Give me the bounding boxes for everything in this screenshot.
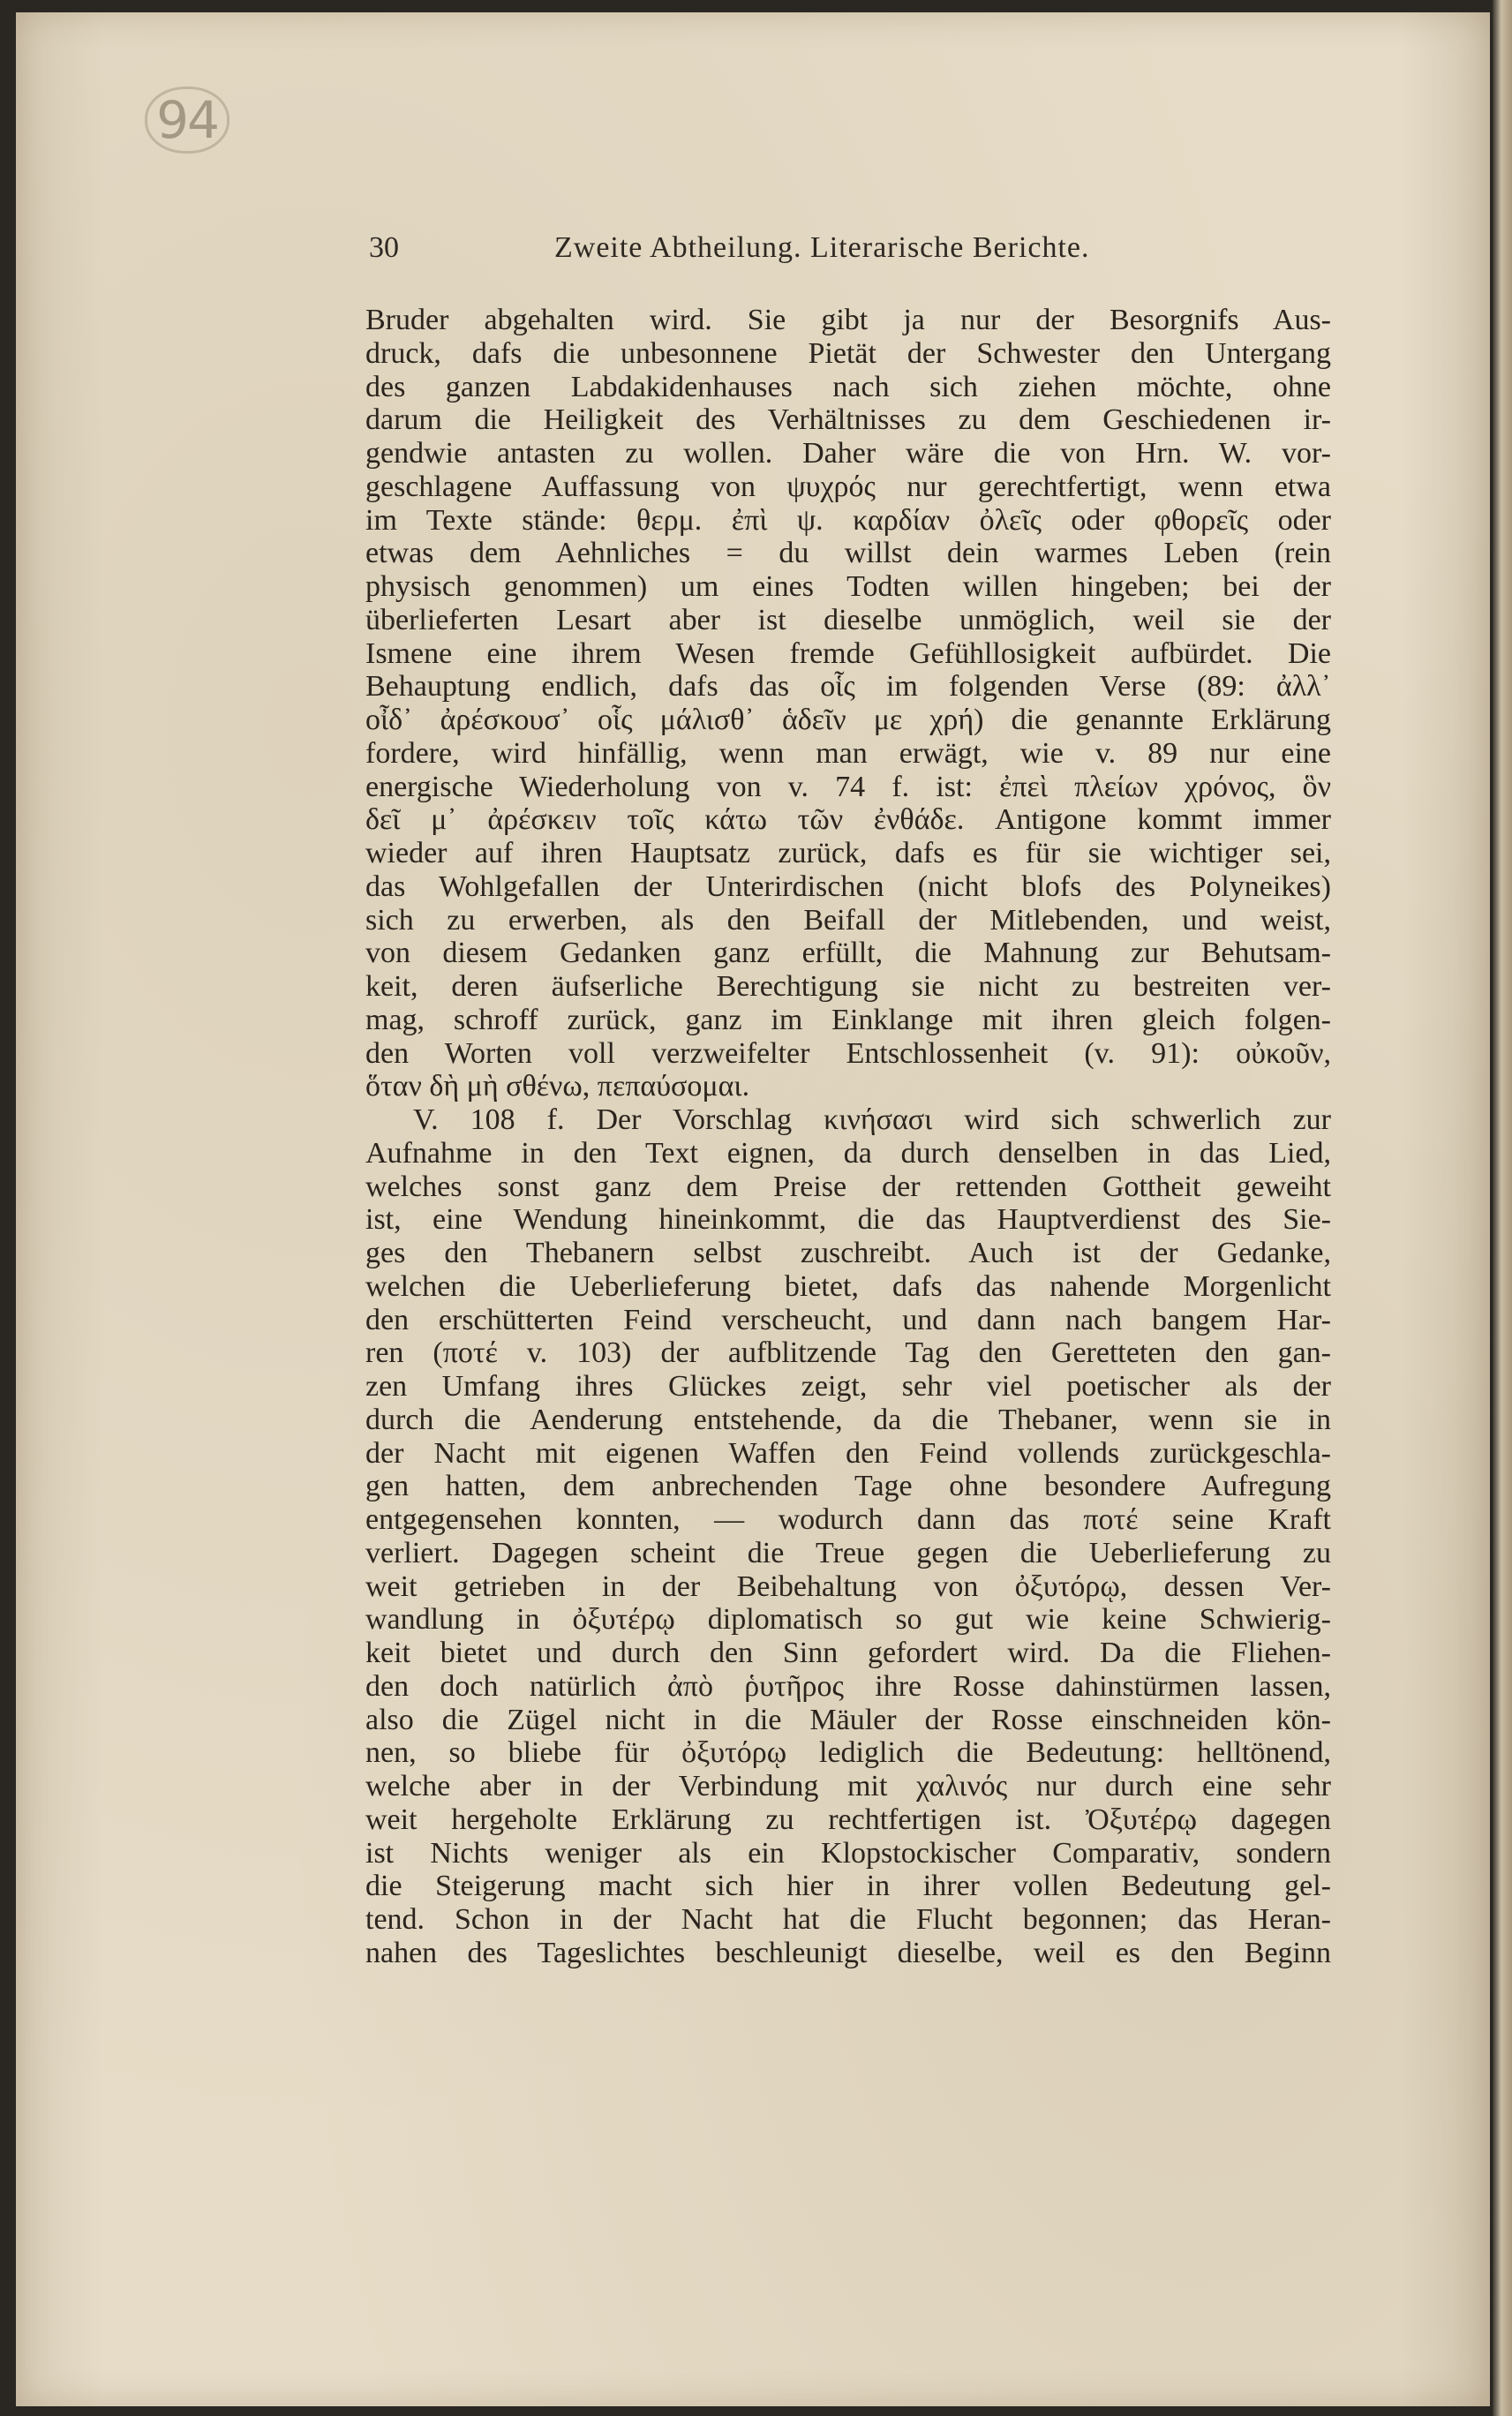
text-line: verliert. Dagegen scheint die Treue gegen die Ueberlieferung zu — [365, 1536, 1331, 1569]
text-line: gendwie antasten zu wollen. Daher wäre die von Hrn. W. vor- — [365, 437, 1331, 470]
text-line: physisch genommen) um eines Todten willen hingeben; bei der — [365, 570, 1331, 603]
text-line: nen, so bliebe für ὀξυτόρῳ lediglich die Bedeutung: helltönend, — [365, 1736, 1331, 1770]
text-line: keit bietet und durch den Sinn gefordert wird. Da die Fliehen- — [365, 1637, 1331, 1669]
text-line: gen hatten, dem anbrechenden Tage ohne besondere Aufregung — [365, 1470, 1331, 1503]
text-line: Aufnahme in den Text eignen, da durch denselben in das Lied, — [365, 1136, 1331, 1170]
text-line: weit getrieben in der Beibehaltung von ὀξυτόρῳ, dessen Ver- — [365, 1569, 1331, 1603]
text-line: ren (ποτέ v. 103) der aufblitzende Tag den Geretteten den gan- — [365, 1336, 1331, 1370]
text-line: also die Zügel nicht in die Mäuler der Rosse einschneiden kön- — [365, 1703, 1331, 1736]
text-line: Bruder abgehalten wird. Sie gibt ja nur der Besorgnifs Aus- — [365, 304, 1331, 336]
text-line: Behauptung endlich, dafs das οἷς im folgenden Verse (89: ἀλλ᾽ — [365, 670, 1331, 704]
text-line: druck, dafs die unbesonnene Pietät der Schwester den Untergang — [365, 336, 1331, 370]
text-line: im Texte stände: θερμ. ἐπὶ ψ. καρδίαν ὀλεῖς oder φθορεῖς oder — [365, 503, 1331, 537]
text-line: entgegensehen konnten, — wodurch dann das ποτέ seine Kraft — [365, 1503, 1331, 1536]
text-line: ist, eine Wendung hineinkommt, die das Hauptverdienst des Sie- — [365, 1203, 1331, 1237]
text-line: das Wohlgefallen der Unterirdischen (nicht blofs des Polyneikes) — [365, 869, 1331, 903]
text-line: δεῖ μ᾽ ἀρέσκειν τοῖς κάτω τῶν ἐνθάδε. Antigone kommt immer — [365, 803, 1331, 837]
text-line: keit, deren äufserliche Berechtigung sie nicht zu bestreiten ver- — [365, 970, 1331, 1003]
text-line: darum die Heiligkeit des Verhältnisses zu dem Geschiedenen ir- — [365, 403, 1331, 437]
text-line: den doch natürlich ἀπὸ ῥυτῆρος ihre Rosse dahinstürmen lassen, — [365, 1669, 1331, 1703]
text-line: οἶδ᾽ ἀρέσκουσ᾽ οἷς μάλισθ᾽ ἁδεῖν με χρή) die genannte Erklärung — [365, 704, 1331, 736]
text-line: überlieferten Lesart aber ist dieselbe unmöglich, weil sie der — [365, 603, 1331, 636]
body-text — [365, 304, 1331, 1970]
text-line: ges den Thebanern selbst zuschreibt. Auch ist der Gedanke, — [365, 1237, 1331, 1269]
text-line: von diesem Gedanken ganz erfüllt, die Mahnung zur Behutsam- — [365, 937, 1331, 970]
text-line: fordere, wird hinfällig, wenn man erwägt, wie v. 89 nur eine — [365, 736, 1331, 770]
text-line: energische Wiederholung von v. 74 f. ist: ἐπεὶ πλείων χρόνος, ὃν — [365, 770, 1331, 803]
book-page — [16, 12, 1490, 2406]
text-line: tend. Schon in der Nacht hat die Flucht begonnen; das Heran- — [365, 1903, 1331, 1936]
running-head-title: Zweite Abtheilung. Literarische Berichte. — [554, 231, 1090, 264]
text-line: mag, schroff zurück, ganz im Einklange mit ihren gleich folgen- — [365, 1003, 1331, 1036]
page-number: 30 — [369, 231, 399, 264]
text-line: den Worten voll verzweifelter Entschlossenheit (v. 91): οὐκοῦν, — [365, 1036, 1331, 1070]
text-line: welche aber in der Verbindung mit χαλινός nur durch eine sehr — [365, 1770, 1331, 1803]
text-line: die Steigerung macht sich hier in ihrer vollen Bedeutung gel- — [365, 1870, 1331, 1903]
text-line: der Nacht mit eigenen Waffen den Feind vollends zurückgeschla- — [365, 1436, 1331, 1470]
text-line: welches sonst ganz dem Preise der rettenden Gottheit geweiht — [365, 1170, 1331, 1203]
text-line: etwas dem Aehnliches = du willst dein warmes Leben (rein — [365, 537, 1331, 570]
text-line: des ganzen Labdakidenhauses nach sich ziehen möchte, ohne — [365, 370, 1331, 403]
text-line: weit hergeholte Erklärung zu rechtfertigen ist. Ὀξυτέρῳ dagegen — [365, 1803, 1331, 1836]
adjacent-page-edge — [1493, 0, 1512, 2416]
text-line: wieder auf ihren Hauptsatz zurück, dafs es für sie wichtiger sei, — [365, 837, 1331, 869]
text-line: nahen des Tageslichtes beschleunigt dieselbe, weil es den Beginn — [365, 1936, 1331, 1969]
text-line: sich zu erwerben, als den Beifall der Mitlebenden, und weist, — [365, 903, 1331, 937]
text-line: welchen die Ueberlieferung bietet, dafs das nahende Morgenlicht — [365, 1269, 1331, 1303]
text-line: wandlung in ὀξυτέρῳ diplomatisch so gut wie keine Schwierig- — [365, 1603, 1331, 1637]
handwritten-folio-number: 94 — [145, 87, 229, 154]
text-line: V. 108 f. Der Vorschlag κινήσασι wird sich schwerlich zur — [413, 1103, 1331, 1136]
text-line: den erschütterten Feind verscheucht, und dann nach bangem Har- — [365, 1303, 1331, 1336]
text-line: ὅταν δὴ μὴ σθένω, πεπαύσομαι. — [365, 1070, 750, 1103]
text-line: geschlagene Auffassung von ψυχρός nur gerechtfertigt, wenn etwa — [365, 470, 1331, 503]
text-line: ist Nichts weniger als ein Klopstockischer Comparativ, sondern — [365, 1836, 1331, 1870]
text-line: zen Umfang ihres Glückes zeigt, sehr viel poetischer als der — [365, 1370, 1331, 1403]
text-line: durch die Aenderung entstehende, da die Thebaner, wenn sie in — [365, 1403, 1331, 1436]
text-line: Ismene eine ihrem Wesen fremde Gefühllosigkeit aufbürdet. Die — [365, 636, 1331, 670]
